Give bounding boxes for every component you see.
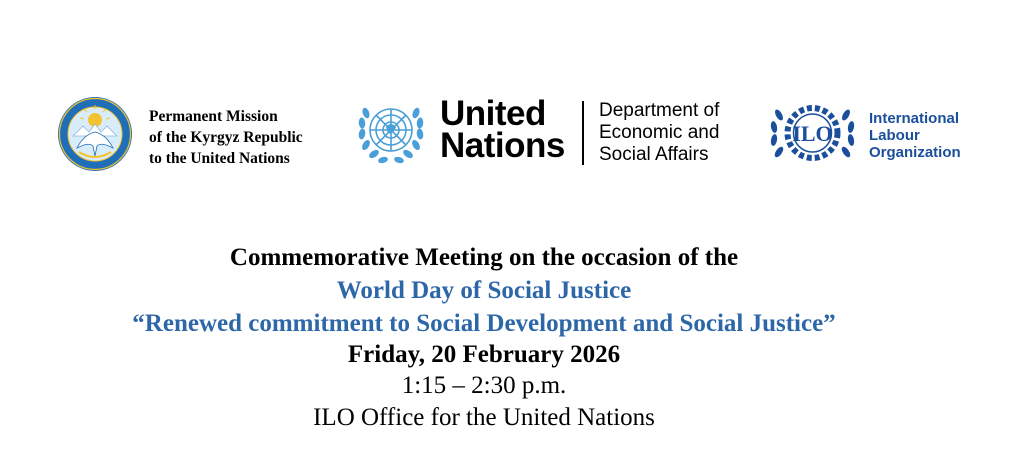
kyrgyz-mission-line: of the Kyrgyz Republic — [149, 129, 303, 146]
event-venue: ILO Office for the United Nations — [313, 404, 655, 431]
ilo-line: International — [869, 110, 960, 127]
event-title-block — [0, 241, 968, 434]
un-name-line: Nations — [440, 126, 565, 165]
desa-department-name — [599, 100, 719, 166]
ilo-line: Labour — [869, 127, 920, 144]
logo-banner — [0, 0, 1036, 200]
kyrgyz-state-emblem-icon — [57, 96, 133, 172]
ilo-name — [869, 110, 961, 161]
un-emblem-icon — [352, 97, 430, 169]
kyrgyz-mission-line: to the United Nations — [149, 150, 290, 167]
ilo-emblem-icon — [767, 103, 858, 167]
event-date: Friday, 20 February 2026 — [347, 341, 621, 368]
united-nations-wordmark — [440, 94, 565, 165]
event-heading: Commemorative Meeting on the occasion of the — [229, 244, 739, 271]
kyrgyz-mission-name — [149, 106, 303, 169]
observance-name: World Day of Social Justice — [336, 277, 632, 304]
desa-line: Department of — [599, 100, 720, 121]
un-divider — [582, 101, 584, 165]
kyrgyz-mission-line: Permanent Mission — [149, 108, 278, 125]
ilo-line: Organization — [869, 144, 961, 161]
un-name-line: United — [440, 94, 546, 133]
svg-text:ILO: ILO — [792, 121, 833, 146]
event-time: 1:15 – 2:30 p.m. — [401, 372, 567, 399]
event-theme: “Renewed commitment to Social Development and Social Justice” — [132, 310, 836, 337]
desa-line: Social Affairs — [599, 144, 709, 165]
desa-line: Economic and — [599, 122, 720, 143]
